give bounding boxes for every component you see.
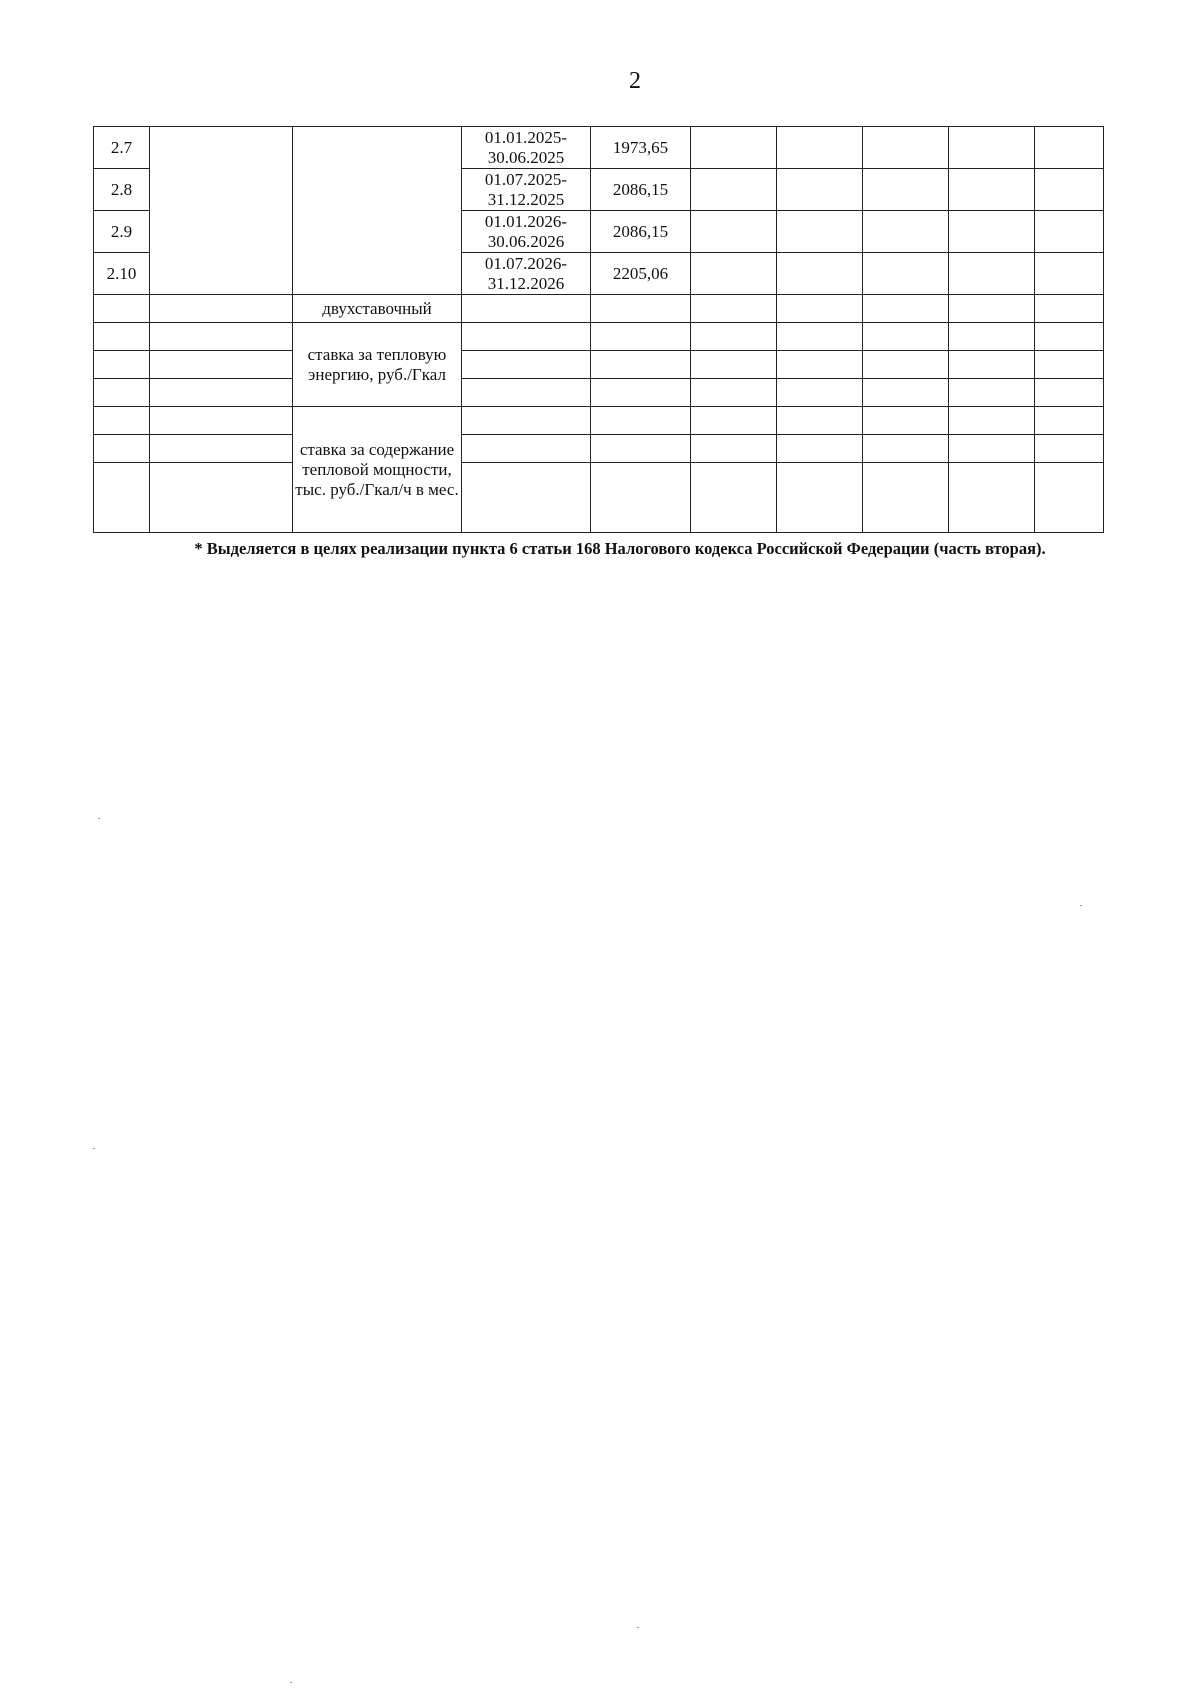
period-cell xyxy=(462,127,591,169)
two-rate-label: двухставочный xyxy=(293,295,462,323)
scan-speck xyxy=(290,1682,292,1683)
empty-cell xyxy=(591,435,691,463)
page-number: 2 xyxy=(629,68,641,94)
row-number: 2.8 xyxy=(94,169,150,211)
empty-cell xyxy=(462,295,591,323)
empty-cell xyxy=(591,323,691,351)
empty-cell xyxy=(1035,253,1104,295)
table-row xyxy=(94,127,1104,169)
empty-cell xyxy=(150,323,293,351)
energy-rate-label: ставка за тепловую энергию, руб./Гкал xyxy=(293,323,462,407)
scan-speck xyxy=(637,1627,639,1628)
scan-speck xyxy=(93,1148,95,1149)
empty-cell xyxy=(150,463,293,533)
empty-cell xyxy=(777,379,863,407)
empty-cell xyxy=(94,407,150,435)
period-end: 31.12.2026 xyxy=(487,273,565,293)
empty-cell xyxy=(293,127,462,295)
empty-cell xyxy=(1035,127,1104,169)
empty-cell xyxy=(863,127,949,169)
period-cell xyxy=(462,253,591,295)
period-start: 01.01.2026- xyxy=(484,211,568,231)
row-number: 2.7 xyxy=(94,127,150,169)
empty-cell xyxy=(863,169,949,211)
period-end: 31.12.2025 xyxy=(487,189,565,209)
tariff-table xyxy=(93,126,1104,533)
empty-cell xyxy=(863,379,949,407)
empty-cell xyxy=(462,463,591,533)
empty-cell xyxy=(949,323,1035,351)
capacity-rate-label: ставка за содержание тепловой мощности, тыс. руб./Гкал/ч в мес. xyxy=(293,407,462,533)
empty-cell xyxy=(777,295,863,323)
empty-cell xyxy=(1035,379,1104,407)
empty-cell xyxy=(777,211,863,253)
empty-cell xyxy=(949,407,1035,435)
scan-speck xyxy=(98,818,100,819)
empty-cell xyxy=(863,295,949,323)
empty-cell xyxy=(949,211,1035,253)
empty-cell xyxy=(591,379,691,407)
empty-cell xyxy=(150,407,293,435)
empty-cell xyxy=(863,351,949,379)
period-start: 01.07.2025- xyxy=(484,169,568,189)
empty-cell xyxy=(150,127,293,295)
empty-cell xyxy=(150,435,293,463)
empty-cell xyxy=(949,351,1035,379)
table-row xyxy=(94,351,1104,379)
empty-cell xyxy=(691,295,777,323)
empty-cell xyxy=(462,379,591,407)
empty-cell xyxy=(691,407,777,435)
empty-cell xyxy=(949,169,1035,211)
tariff-value: 2086,15 xyxy=(591,169,691,211)
row-number: 2.10 xyxy=(94,253,150,295)
table-row xyxy=(94,463,1104,533)
empty-cell xyxy=(1035,169,1104,211)
empty-cell xyxy=(691,463,777,533)
table-row xyxy=(94,407,1104,435)
empty-cell xyxy=(949,295,1035,323)
empty-cell xyxy=(777,351,863,379)
empty-cell xyxy=(949,435,1035,463)
empty-cell xyxy=(1035,323,1104,351)
tariff-value: 2205,06 xyxy=(591,253,691,295)
empty-cell xyxy=(94,351,150,379)
empty-cell xyxy=(94,295,150,323)
empty-cell xyxy=(691,351,777,379)
empty-cell xyxy=(691,127,777,169)
empty-cell xyxy=(777,407,863,435)
table-row xyxy=(94,295,1104,323)
empty-cell xyxy=(591,295,691,323)
empty-cell xyxy=(462,407,591,435)
empty-cell xyxy=(777,127,863,169)
period-start: 01.01.2025- xyxy=(484,127,568,147)
empty-cell xyxy=(691,323,777,351)
empty-cell xyxy=(691,435,777,463)
empty-cell xyxy=(691,253,777,295)
empty-cell xyxy=(949,379,1035,407)
empty-cell xyxy=(949,463,1035,533)
empty-cell xyxy=(777,435,863,463)
tariff-value: 1973,65 xyxy=(591,127,691,169)
empty-cell xyxy=(462,351,591,379)
period-cell xyxy=(462,211,591,253)
empty-cell xyxy=(863,435,949,463)
row-number: 2.9 xyxy=(94,211,150,253)
period-end: 30.06.2026 xyxy=(487,231,565,251)
footnote: * Выделяется в целях реализации пункта 6 статьи 168 Налогового кодекса Российской Федерации (часть вторая). xyxy=(194,539,1046,558)
empty-cell xyxy=(691,211,777,253)
tariff-value: 2086,15 xyxy=(591,211,691,253)
table-row xyxy=(94,435,1104,463)
empty-cell xyxy=(863,253,949,295)
empty-cell xyxy=(150,351,293,379)
scan-speck xyxy=(1080,905,1082,906)
empty-cell xyxy=(863,463,949,533)
empty-cell xyxy=(1035,407,1104,435)
empty-cell xyxy=(94,435,150,463)
period-cell xyxy=(462,169,591,211)
empty-cell xyxy=(777,463,863,533)
period-end: 30.06.2025 xyxy=(487,147,565,167)
empty-cell xyxy=(591,463,691,533)
empty-cell xyxy=(94,379,150,407)
empty-cell xyxy=(1035,435,1104,463)
empty-cell xyxy=(462,435,591,463)
empty-cell xyxy=(1035,463,1104,533)
empty-cell xyxy=(94,463,150,533)
period-start: 01.07.2026- xyxy=(484,253,568,273)
empty-cell xyxy=(462,323,591,351)
table-row xyxy=(94,379,1104,407)
empty-cell xyxy=(777,253,863,295)
empty-cell xyxy=(1035,351,1104,379)
empty-cell xyxy=(863,323,949,351)
empty-cell xyxy=(777,323,863,351)
empty-cell xyxy=(150,295,293,323)
empty-cell xyxy=(777,169,863,211)
empty-cell xyxy=(1035,211,1104,253)
empty-cell xyxy=(863,407,949,435)
empty-cell xyxy=(691,169,777,211)
empty-cell xyxy=(150,379,293,407)
empty-cell xyxy=(94,323,150,351)
empty-cell xyxy=(591,351,691,379)
empty-cell xyxy=(691,379,777,407)
table-row xyxy=(94,323,1104,351)
empty-cell xyxy=(863,211,949,253)
empty-cell xyxy=(591,407,691,435)
empty-cell xyxy=(949,253,1035,295)
empty-cell xyxy=(1035,295,1104,323)
empty-cell xyxy=(949,127,1035,169)
